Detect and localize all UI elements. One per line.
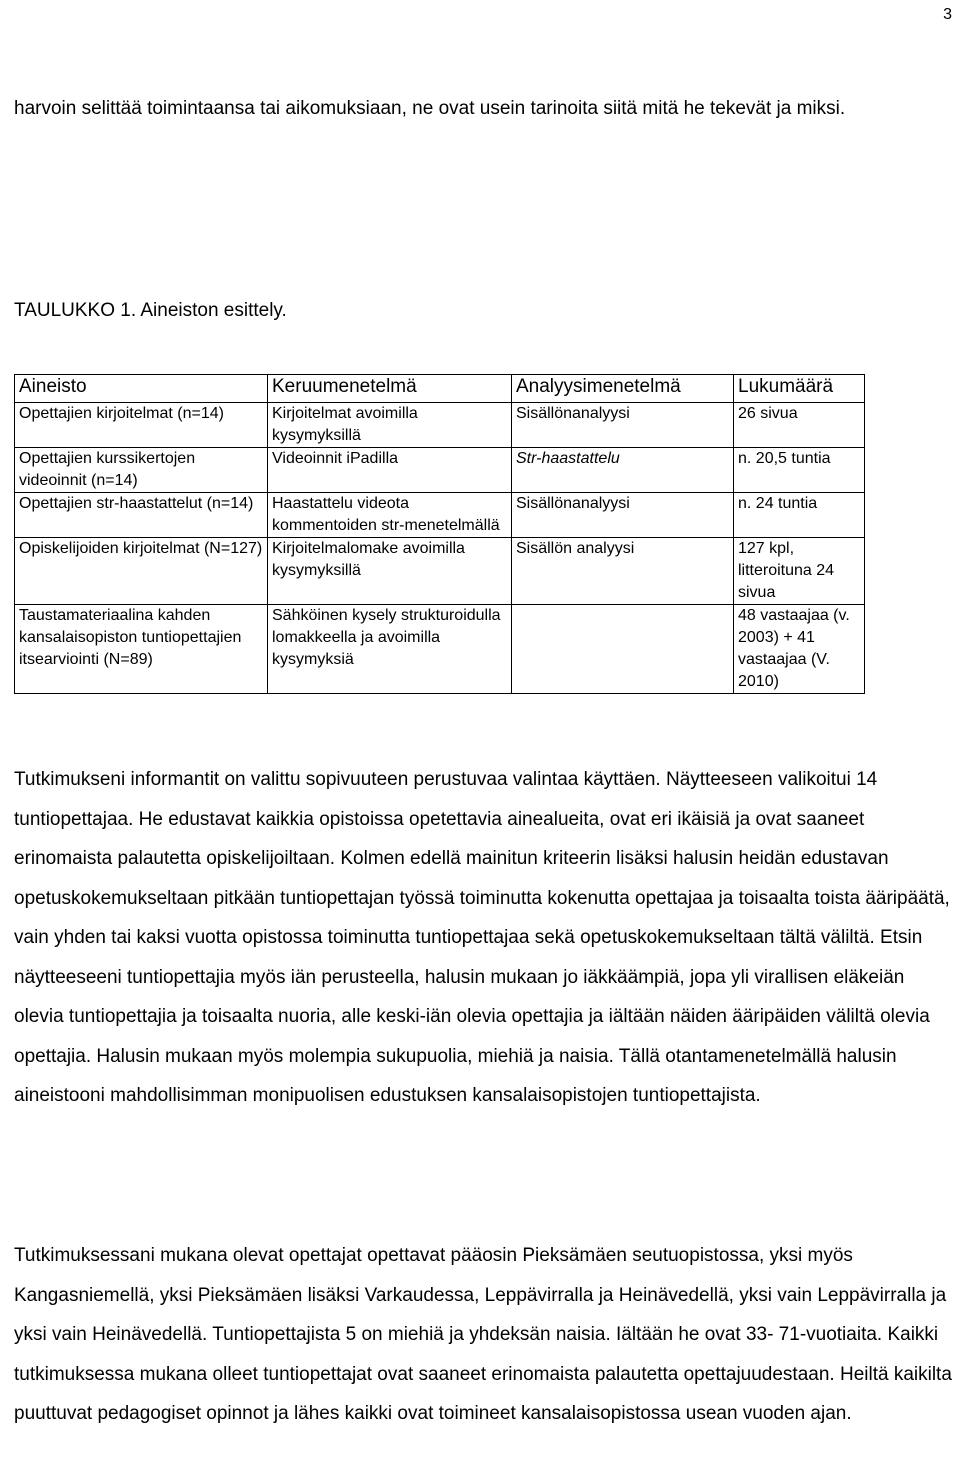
cell-analyysimenetelma: Sisällönanalyysi — [512, 403, 734, 448]
cell-analyysimenetelma: Sisällön analyysi — [512, 538, 734, 605]
table-row — [15, 493, 865, 538]
header-lukumaara: Lukumäärä — [734, 375, 865, 403]
data-table — [14, 374, 865, 694]
table-header-row — [15, 375, 865, 403]
header-aineisto: Aineisto — [15, 375, 268, 403]
table-caption: TAULUKKO 1. Aineiston esittely. — [14, 300, 287, 321]
table-row — [15, 605, 865, 694]
cell-keruumenetelma: Kirjoitelmat avoimilla kysymyksillä — [268, 403, 512, 448]
cell-aineisto: Opettajien kurssikertojen videoinnit (n=14) — [15, 448, 268, 493]
cell-keruumenetelma: Kirjoitelmalomake avoimilla kysymyksillä — [268, 538, 512, 605]
header-keruumenetelma: Keruumenetelmä — [268, 375, 512, 403]
header-analyysimenetelma: Analyysimenetelmä — [512, 375, 734, 403]
cell-aineisto: Taustamateriaalina kahden kansalaisopiston tuntiopettajien itsearviointi (N=89) — [15, 605, 268, 694]
cell-keruumenetelma: Haastattelu videota kommentoiden str-menetelmällä — [268, 493, 512, 538]
cell-lukumaara: 26 sivua — [734, 403, 865, 448]
table-row — [15, 538, 865, 605]
cell-analyysimenetelma — [512, 605, 734, 694]
cell-aineisto: Opettajien str-haastattelut (n=14) — [15, 493, 268, 538]
body-paragraph: Tutkimukseni informantit on valittu sopivuuteen perustuvaa valintaa käyttäen. Näytteeseen valikoitui 14 tuntiopettajaa. He edustavat kaikkia opistoissa opetettavia ainealueita, ovat eri ikäisiä ja ovat saaneet erinomaista palautetta opiskelijoiltaan. Kolmen edellä mainitun kriteerin lisäksi halusin heidän edustavan opetuskokemukseltaan pitkään tuntiopettajan työssä toiminutta kokenutta opettajaa ja toisaalta toista ääripäätä, vain yhden tai kaksi vuotta opistossa toiminutta tuntiopettajaa sekä opetuskokemukseltaan tältä väliltä. Etsin näytteeseeni tuntiopettajia myös iän perusteella, halusin mukaan jo iäkkäämpiä, jopa yli virallisen eläkeiän olevia tuntiopettajia ja toisaalta nuoria, alle keski-iän olevia opettajia ja iältään näiden ääripäiden väliltä olevia opettajia. Halusin mukaan myös molempia sukupuolia, miehiä ja naisia. Tällä otantamenetelmällä halusin aineistooni mahdollisimman monipuolisen edustuksen kansalaisopistojen tuntiopettajista. — [14, 769, 950, 1106]
cell-lukumaara: 48 vastaajaa (v. 2003) + 41 vastaajaa (V. 2010) — [734, 605, 865, 694]
table-row — [15, 448, 865, 493]
cell-analyysimenetelma: Str-haastattelu — [512, 448, 734, 493]
cell-aineisto: Opiskelijoiden kirjoitelmat (N=127) — [15, 538, 268, 605]
cell-keruumenetelma: Videoinnit iPadilla — [268, 448, 512, 493]
page-number: 3 — [943, 6, 952, 23]
cell-aineisto: Opettajien kirjoitelmat (n=14) — [15, 403, 268, 448]
cell-lukumaara: n. 20,5 tuntia — [734, 448, 865, 493]
cell-lukumaara: 127 kpl, litteroituna 24 sivua — [734, 538, 865, 605]
cell-lukumaara: n. 24 tuntia — [734, 493, 865, 538]
cell-analyysimenetelma: Sisällönanalyysi — [512, 493, 734, 538]
intro-paragraph: harvoin selittää toimintaansa tai aikomuksiaan, ne ovat usein tarinoita siitä mitä he tekevät ja miksi. — [14, 98, 846, 119]
cell-keruumenetelma: Sähköinen kysely strukturoidulla lomakkeella ja avoimilla kysymyksiä — [268, 605, 512, 694]
table-row — [15, 403, 865, 448]
body-paragraph: Tutkimuksessani mukana olevat opettajat opettavat pääosin Pieksämäen seutuopistossa, yksi myös Kangasniemellä, yksi Pieksämäen lisäksi Varkaudessa, Leppävirralla ja Heinävedellä, yksi vain Leppävirralla ja yksi vain Heinävedellä. Tuntiopettajista 5 on miehiä ja yhdeksän naisia. Iältään he ovat 33- 71-vuotiaita. Kaikki tutkimuksessa mukana olleet tuntiopettajat ovat saaneet erinomaista palautetta opettajuudestaan. Heiltä kaikilta puuttuvat pedagogiset opinnot ja lähes kaikki ovat toimineet kansalaisopistossa usean vuoden ajan. — [14, 1245, 952, 1424]
